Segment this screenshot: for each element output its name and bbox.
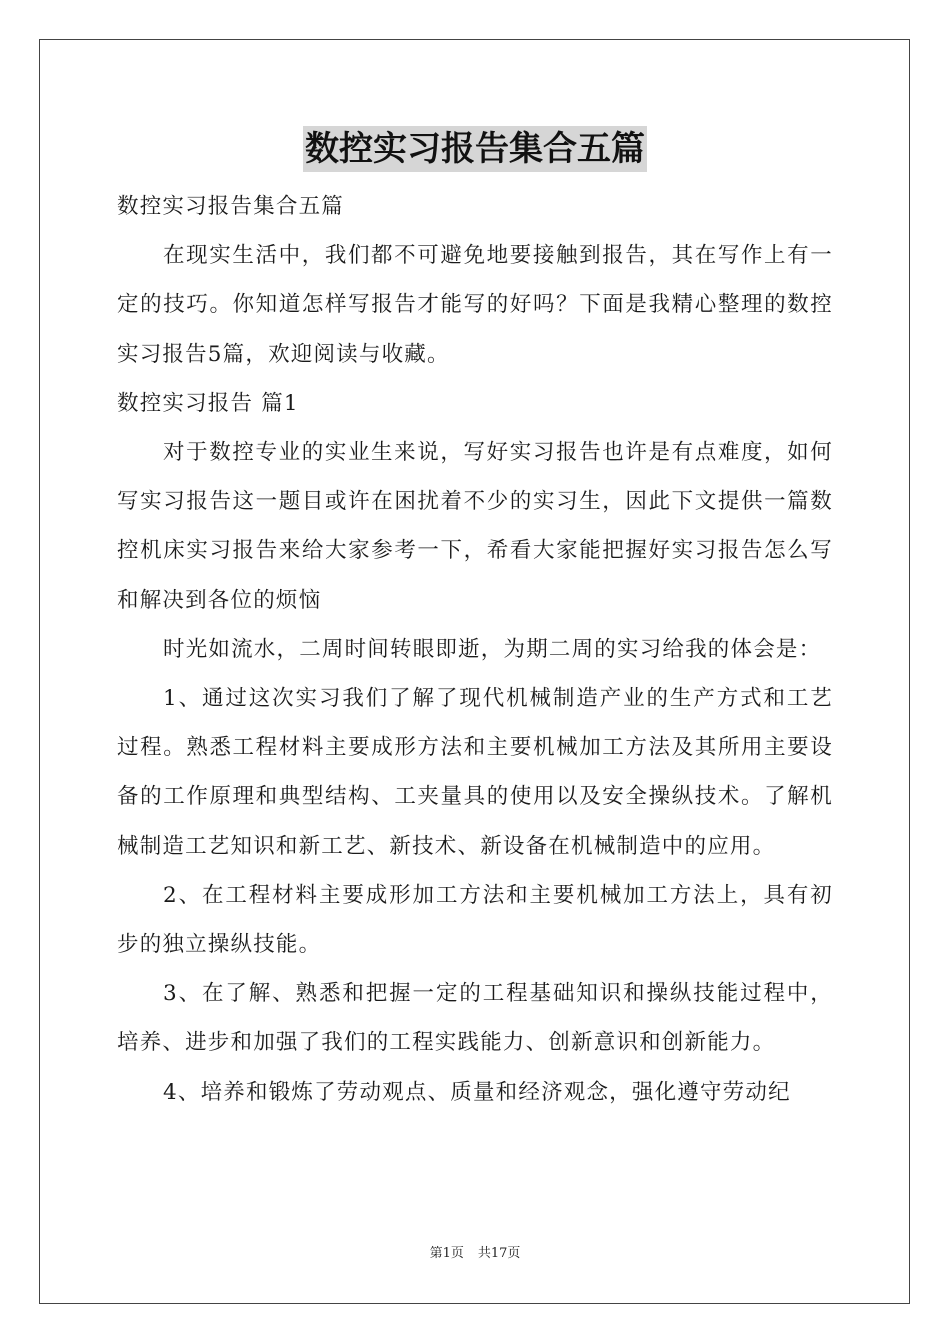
total-pages: 共17页 xyxy=(477,1246,521,1261)
body-paragraph: 2、在工程材料主要成形加工方法和主要机械加工方法上，具有初步的独立操纵技能。 xyxy=(117,882,833,958)
document-title: 数控实习报告集合五篇 xyxy=(303,126,647,172)
body-paragraph: 在现实生活中，我们都不可避免地要接触到报告，其在写作上有一定的技巧。你知道怎样写报告才能写的好吗？下面是我精心整理的数控实习报告5篇，欢迎阅读与收藏。 xyxy=(117,243,833,367)
section-heading: 数控实习报告集合五篇 xyxy=(117,194,345,219)
body-paragraph: 对于数控专业的实业生来说，写好实习报告也许是有点难度，如何写实习报告这一题目或许在困扰着不少的实习生，因此下文提供一篇数控机床实习报告来给大家参考一下，希看大家能把握好实习报告怎么写和解决到各位的烦恼 xyxy=(117,440,833,613)
body-paragraph: 3、在了解、熟悉和把握一定的工程基础知识和操纵技能过程中，培养、进步和加强了我们的工程实践能力、创新意识和创新能力。 xyxy=(117,981,833,1056)
body-paragraph: 1、通过这次实习我们了解了现代机械制造产业的生产方式和工艺过程。熟悉工程材料主要成形方法和主要机械加工方法及其所用主要设备的工作原理和典型结构、工夹量具的使用以及安全操纵技术。了解机械制造工艺知识和新工艺、新技术、新设备在机械制造中的应用。 xyxy=(117,686,833,859)
body-paragraph: 时光如流水，二周时间转眼即逝，为期二周的实习给我的体会是： xyxy=(163,636,822,662)
document-body xyxy=(117,182,833,1117)
section-heading: 数控实习报告 篇1 xyxy=(117,390,299,416)
body-paragraph: 4、培养和锻炼了劳动观点、质量和经济观念，强化遵守劳动纪 xyxy=(163,1079,791,1105)
page-footer xyxy=(0,1245,950,1263)
title-container xyxy=(0,126,950,172)
page-number: 第1页 xyxy=(429,1246,464,1261)
